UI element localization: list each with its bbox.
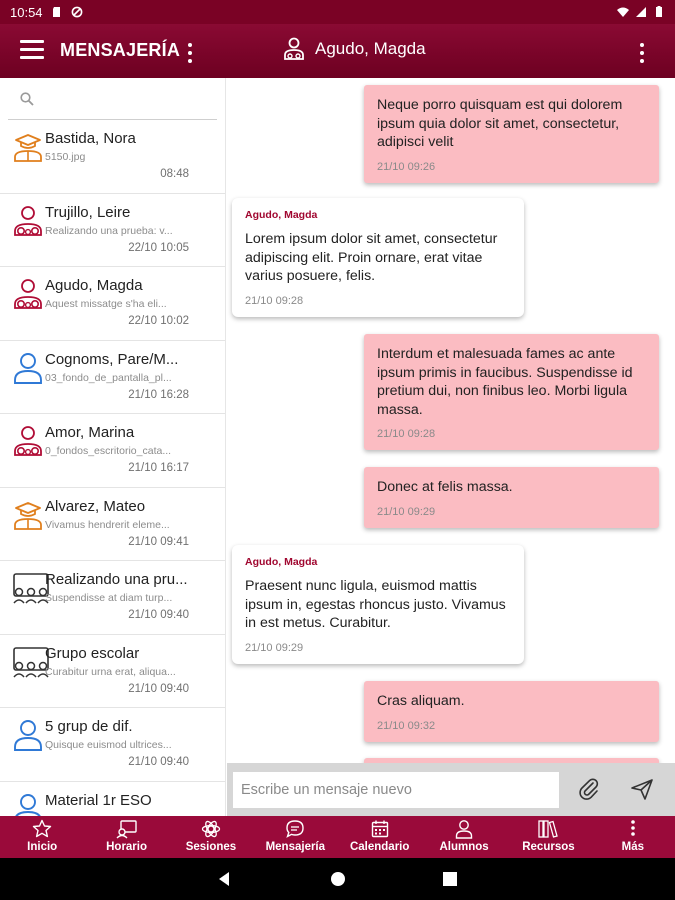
message-text: Neque porro quisquam est qui dolorem ipsum quia dolor sit amet, consectetur, adipisci velit <box>377 97 623 150</box>
conversation-name: Cognoms, Pare/M... <box>45 350 179 368</box>
conversation-preview: Quisque euismod ultrices... <box>45 739 172 751</box>
wifi-icon <box>617 6 629 18</box>
conversation-time: 08:48 <box>160 168 189 180</box>
message-time: 21/10 09:26 <box>377 160 436 173</box>
conversation-list <box>0 120 225 816</box>
conversation-time: 21/10 16:17 <box>128 462 189 474</box>
message-text: Interdum et malesuada fames ac ante ipsum primis in faucibus. Suspendisse id pretium dui, non finibus leo. Morbi ligula massa. <box>377 346 633 418</box>
user-icon <box>12 352 44 384</box>
family-icon <box>12 278 44 310</box>
status-time: 10:54 <box>10 4 43 20</box>
message-time: 21/10 09:28 <box>377 428 436 440</box>
conversation-name: Trujillo, Leire <box>45 203 131 221</box>
search-input[interactable] <box>44 86 214 112</box>
conversation-time: 21/10 09:40 <box>128 609 189 621</box>
attach-icon[interactable] <box>577 777 601 801</box>
family-icon <box>283 37 305 61</box>
conversation-name: Alvarez, Mateo <box>45 497 146 515</box>
user-icon <box>12 719 44 751</box>
conversation-time: 22/10 10:02 <box>128 315 189 327</box>
message-text: Cras aliquam. <box>377 693 465 709</box>
received-message[interactable] <box>232 198 524 317</box>
conversation-list-panel <box>0 78 226 816</box>
family-icon <box>12 205 44 237</box>
recents-icon[interactable] <box>443 872 457 886</box>
conversation-time: 21/10 09:41 <box>128 535 189 548</box>
search-icon <box>20 92 34 106</box>
message-sender: Agudo, Magda <box>245 209 318 221</box>
app-bar <box>0 24 675 78</box>
conversation-preview: Aquest missatge s'ha eli... <box>45 298 167 310</box>
nav-item-schedule[interactable] <box>84 816 168 858</box>
nav-label: Mensajería <box>265 841 326 853</box>
message-input[interactable] <box>233 772 559 808</box>
conversation-time: 21/10 09:40 <box>128 756 189 768</box>
conversation-item[interactable] <box>0 782 225 817</box>
conversation-preview: 5150.jpg <box>45 151 86 163</box>
sent-message[interactable] <box>364 334 659 450</box>
conversation-preview: Realizando una prueba: v... <box>45 224 173 237</box>
message-time: 21/10 09:28 <box>245 294 304 307</box>
sent-message[interactable] <box>364 467 659 528</box>
home-icon[interactable] <box>330 871 346 887</box>
send-icon[interactable] <box>630 777 654 801</box>
conversation-name: 5 grup de dif. <box>45 718 133 735</box>
user-icon <box>12 793 44 817</box>
chat-header[interactable] <box>283 37 426 61</box>
conversation-time: 22/10 10:05 <box>128 241 189 254</box>
conversation-preview: Curabitur urna erat, aliqua... <box>45 665 176 678</box>
nav-item-person[interactable] <box>422 816 506 858</box>
received-message[interactable] <box>232 545 524 664</box>
bottom-navigation <box>0 816 675 858</box>
conversation-name: Grupo escolar <box>45 644 140 662</box>
conversation-name: Material 1r ESO <box>45 791 152 809</box>
chat-contact-name: Agudo, Magda <box>315 39 426 58</box>
nav-item-chat[interactable] <box>253 816 337 858</box>
student-icon <box>12 131 44 163</box>
nav-item-calendar[interactable] <box>338 816 422 858</box>
chat-options-button[interactable] <box>639 43 645 63</box>
group-icon <box>12 646 44 678</box>
conversation-time: 21/10 09:40 <box>128 682 189 695</box>
conversation-name: Realizando una pru... <box>45 571 188 588</box>
message-text: Lorem ipsum dolor sit amet, consectetur adipiscing elit. Proin ornare, erat vitae varius posuere, felis. <box>245 231 498 284</box>
nav-label: Alumnos <box>439 841 489 853</box>
system-navigation-bar <box>0 858 675 900</box>
nav-label: Calendario <box>349 841 410 853</box>
conversation-item[interactable] <box>0 120 225 194</box>
menu-icon-line <box>20 56 44 59</box>
conversation-name: Amor, Marina <box>45 424 135 441</box>
conversation-item[interactable] <box>0 561 225 635</box>
conversation-time: 21/10 16:28 <box>128 388 189 401</box>
message-sender: Agudo, Magda <box>245 556 318 568</box>
group-icon <box>12 572 44 604</box>
conversation-preview: 0_fondos_escritorio_cata... <box>45 445 172 457</box>
sd-card-icon <box>51 6 63 18</box>
message-time: 21/10 09:29 <box>377 505 436 518</box>
blocked-icon <box>71 6 83 18</box>
family-icon <box>12 425 44 457</box>
student-icon <box>12 499 44 531</box>
nav-label: Recursos <box>522 841 575 853</box>
conversation-item[interactable] <box>0 341 225 415</box>
conversation-preview: Vivamus hendrerit eleme... <box>45 518 170 531</box>
list-options-button[interactable] <box>187 43 193 63</box>
conversation-item[interactable] <box>0 708 225 782</box>
conversation-item[interactable] <box>0 414 225 488</box>
menu-button[interactable] <box>20 40 46 62</box>
conversation-item[interactable] <box>0 635 225 709</box>
conversation-preview: Suspendisse at diam turp... <box>45 592 173 604</box>
nav-item-books[interactable] <box>506 816 590 858</box>
message-text: Praesent nunc ligula, euismod mattis ipsum in, egestas rhoncus justo. Vivamus in est metus. Curabitur. <box>245 578 506 631</box>
conversation-item[interactable] <box>0 267 225 341</box>
nav-item-star[interactable] <box>0 816 84 858</box>
message-time: 21/10 09:32 <box>377 719 436 732</box>
conversation-preview: 03_fondo_de_pantalla_pl... <box>45 371 172 384</box>
battery-icon <box>653 6 665 18</box>
message-text: Donec at felis massa. <box>377 479 513 495</box>
conversation-name: Agudo, Magda <box>45 277 143 294</box>
nav-item-sessions[interactable] <box>169 816 253 858</box>
signal-icon <box>635 6 647 18</box>
nav-label: Más <box>621 841 644 853</box>
conversation-item[interactable] <box>0 488 225 562</box>
app-title: MENSAJERÍA <box>60 40 181 60</box>
search-bar <box>8 78 217 120</box>
menu-icon-line <box>20 48 44 51</box>
message-time: 21/10 09:29 <box>245 641 304 654</box>
nav-item-more[interactable] <box>591 816 675 858</box>
menu-icon-line <box>20 40 44 43</box>
nav-label: Sesiones <box>185 841 237 853</box>
sent-message[interactable] <box>364 85 659 183</box>
nav-label: Horario <box>106 841 148 853</box>
nav-label: Inicio <box>27 841 58 853</box>
status-bar <box>0 0 675 24</box>
conversation-name: Bastida, Nora <box>45 130 136 147</box>
sent-message[interactable] <box>364 681 659 742</box>
back-icon[interactable] <box>216 871 232 887</box>
conversation-item[interactable] <box>0 194 225 268</box>
chat-messages-area[interactable] <box>227 78 675 763</box>
message-composer <box>227 763 675 816</box>
